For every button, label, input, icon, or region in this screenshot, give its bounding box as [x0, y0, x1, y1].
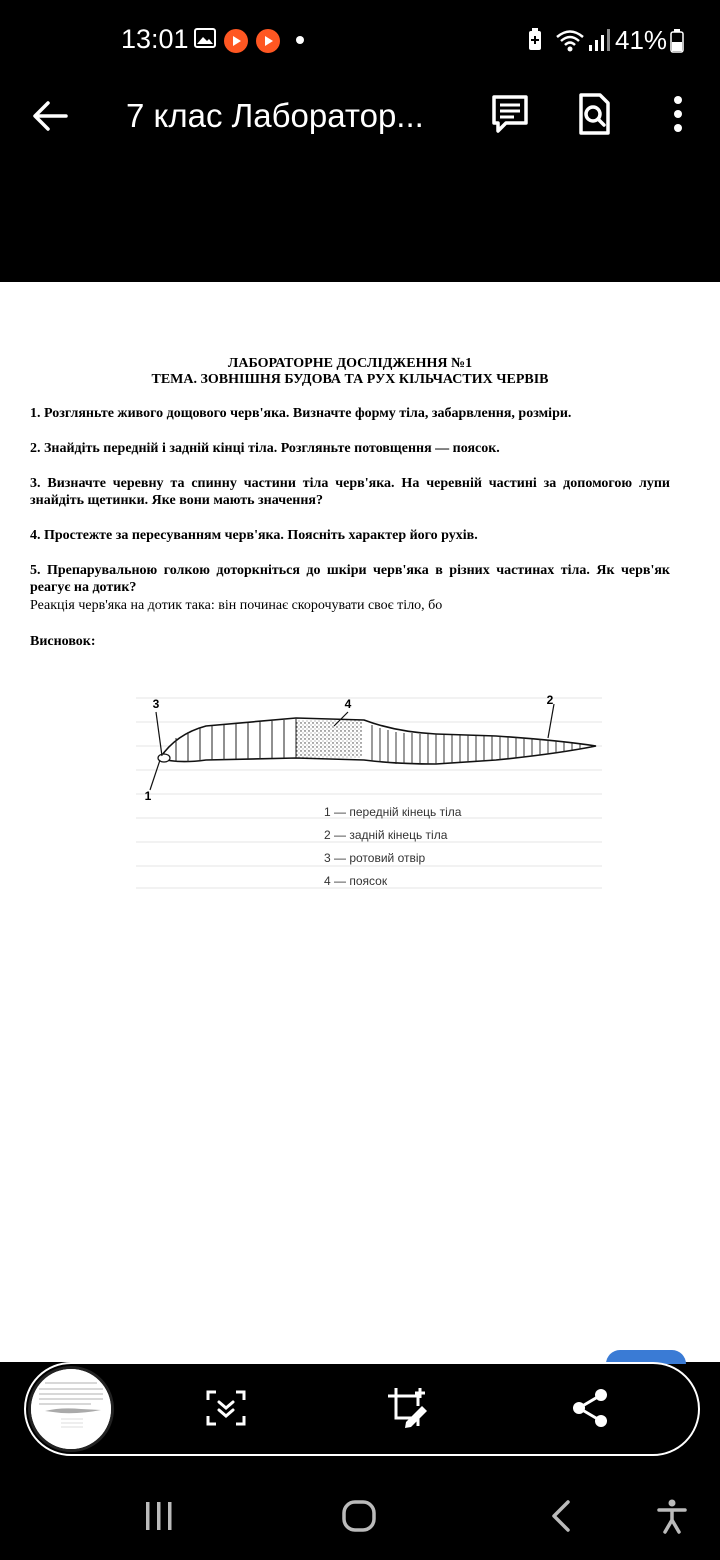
battery-percent: 41% — [615, 25, 668, 55]
home-icon[interactable] — [341, 1498, 377, 1534]
legend-item-2: 2 — задній кінець тіла — [324, 828, 448, 842]
earthworm-figure — [136, 678, 602, 892]
dot-icon — [296, 36, 304, 44]
legend-item-1: 1 — передній кінець тіла — [324, 805, 462, 819]
search-document-icon[interactable] — [572, 92, 616, 136]
navigation-bar — [0, 1470, 720, 1560]
document-page[interactable] — [0, 282, 720, 1362]
task-4: 4. Простежте за пересуванням черв'яка. Поясніть характер його рухів. — [30, 528, 478, 543]
gallery-icon — [194, 28, 216, 48]
doc-topic: ТЕМА. ЗОВНІШНЯ БУДОВА ТА РУХ КІЛЬЧАСТИХ ЧЕРВІВ — [151, 372, 549, 387]
label-1: 1 — [144, 789, 152, 803]
document-title: 7 клас Лаборатор... — [126, 97, 424, 134]
label-3: 3 — [152, 697, 160, 711]
share-icon[interactable] — [568, 1386, 612, 1430]
back-icon[interactable] — [544, 1498, 580, 1534]
task-5: 5. Препарувальною голкою доторкніться до шкіри черв'яка в різних частинах тіла. Як черв'як реагує на дотик? — [30, 563, 670, 595]
document-content — [30, 356, 670, 650]
legend-item-3: 3 — ротовий отвір — [324, 851, 426, 865]
youtube-icon — [256, 29, 280, 53]
task-3: 3. Визначте черевну та спинну частини тіла черв'яка. На черевній частині за допомогою лупи знайдіть щетинки. Яке вони мають значення? — [30, 476, 670, 508]
status-bar — [0, 0, 720, 84]
page-thumbnail[interactable] — [28, 1366, 114, 1452]
battery-icon — [670, 29, 684, 53]
doc-heading: ЛАБОРАТОРНЕ ДОСЛІДЖЕННЯ №1 — [227, 356, 473, 371]
answer-text: Реакція черв'яка на дотик така: він починає скорочувати своє тіло, бо — [30, 598, 443, 613]
label-2: 2 — [546, 693, 554, 707]
task-2: 2. Знайдіть передній і задній кінці тіла. Розгляньте потовщення — поясок. — [30, 441, 500, 456]
more-vert-icon[interactable] — [656, 92, 700, 136]
wifi-icon — [555, 28, 585, 52]
status-time: 13:01 — [121, 24, 189, 54]
youtube-icon — [224, 29, 248, 53]
back-arrow-icon[interactable] — [28, 94, 72, 138]
accessibility-icon[interactable] — [654, 1498, 690, 1534]
scan-icon[interactable] — [204, 1386, 248, 1430]
app-bar — [0, 84, 720, 282]
conclusion-label: Висновок: — [30, 634, 96, 649]
task-1: 1. Розгляньте живого дощового черв'яка. Визначте форму тіла, забарвлення, розміри. — [30, 406, 572, 421]
recents-icon[interactable] — [141, 1498, 177, 1534]
text-extract-icon[interactable] — [488, 92, 532, 136]
thumbnail-preview — [31, 1369, 111, 1449]
battery-saver-icon — [527, 28, 543, 52]
signal-icon — [588, 28, 610, 52]
crop-edit-icon[interactable] — [386, 1386, 430, 1430]
label-4: 4 — [344, 697, 352, 711]
legend-item-4: 4 — поясок — [324, 874, 388, 888]
